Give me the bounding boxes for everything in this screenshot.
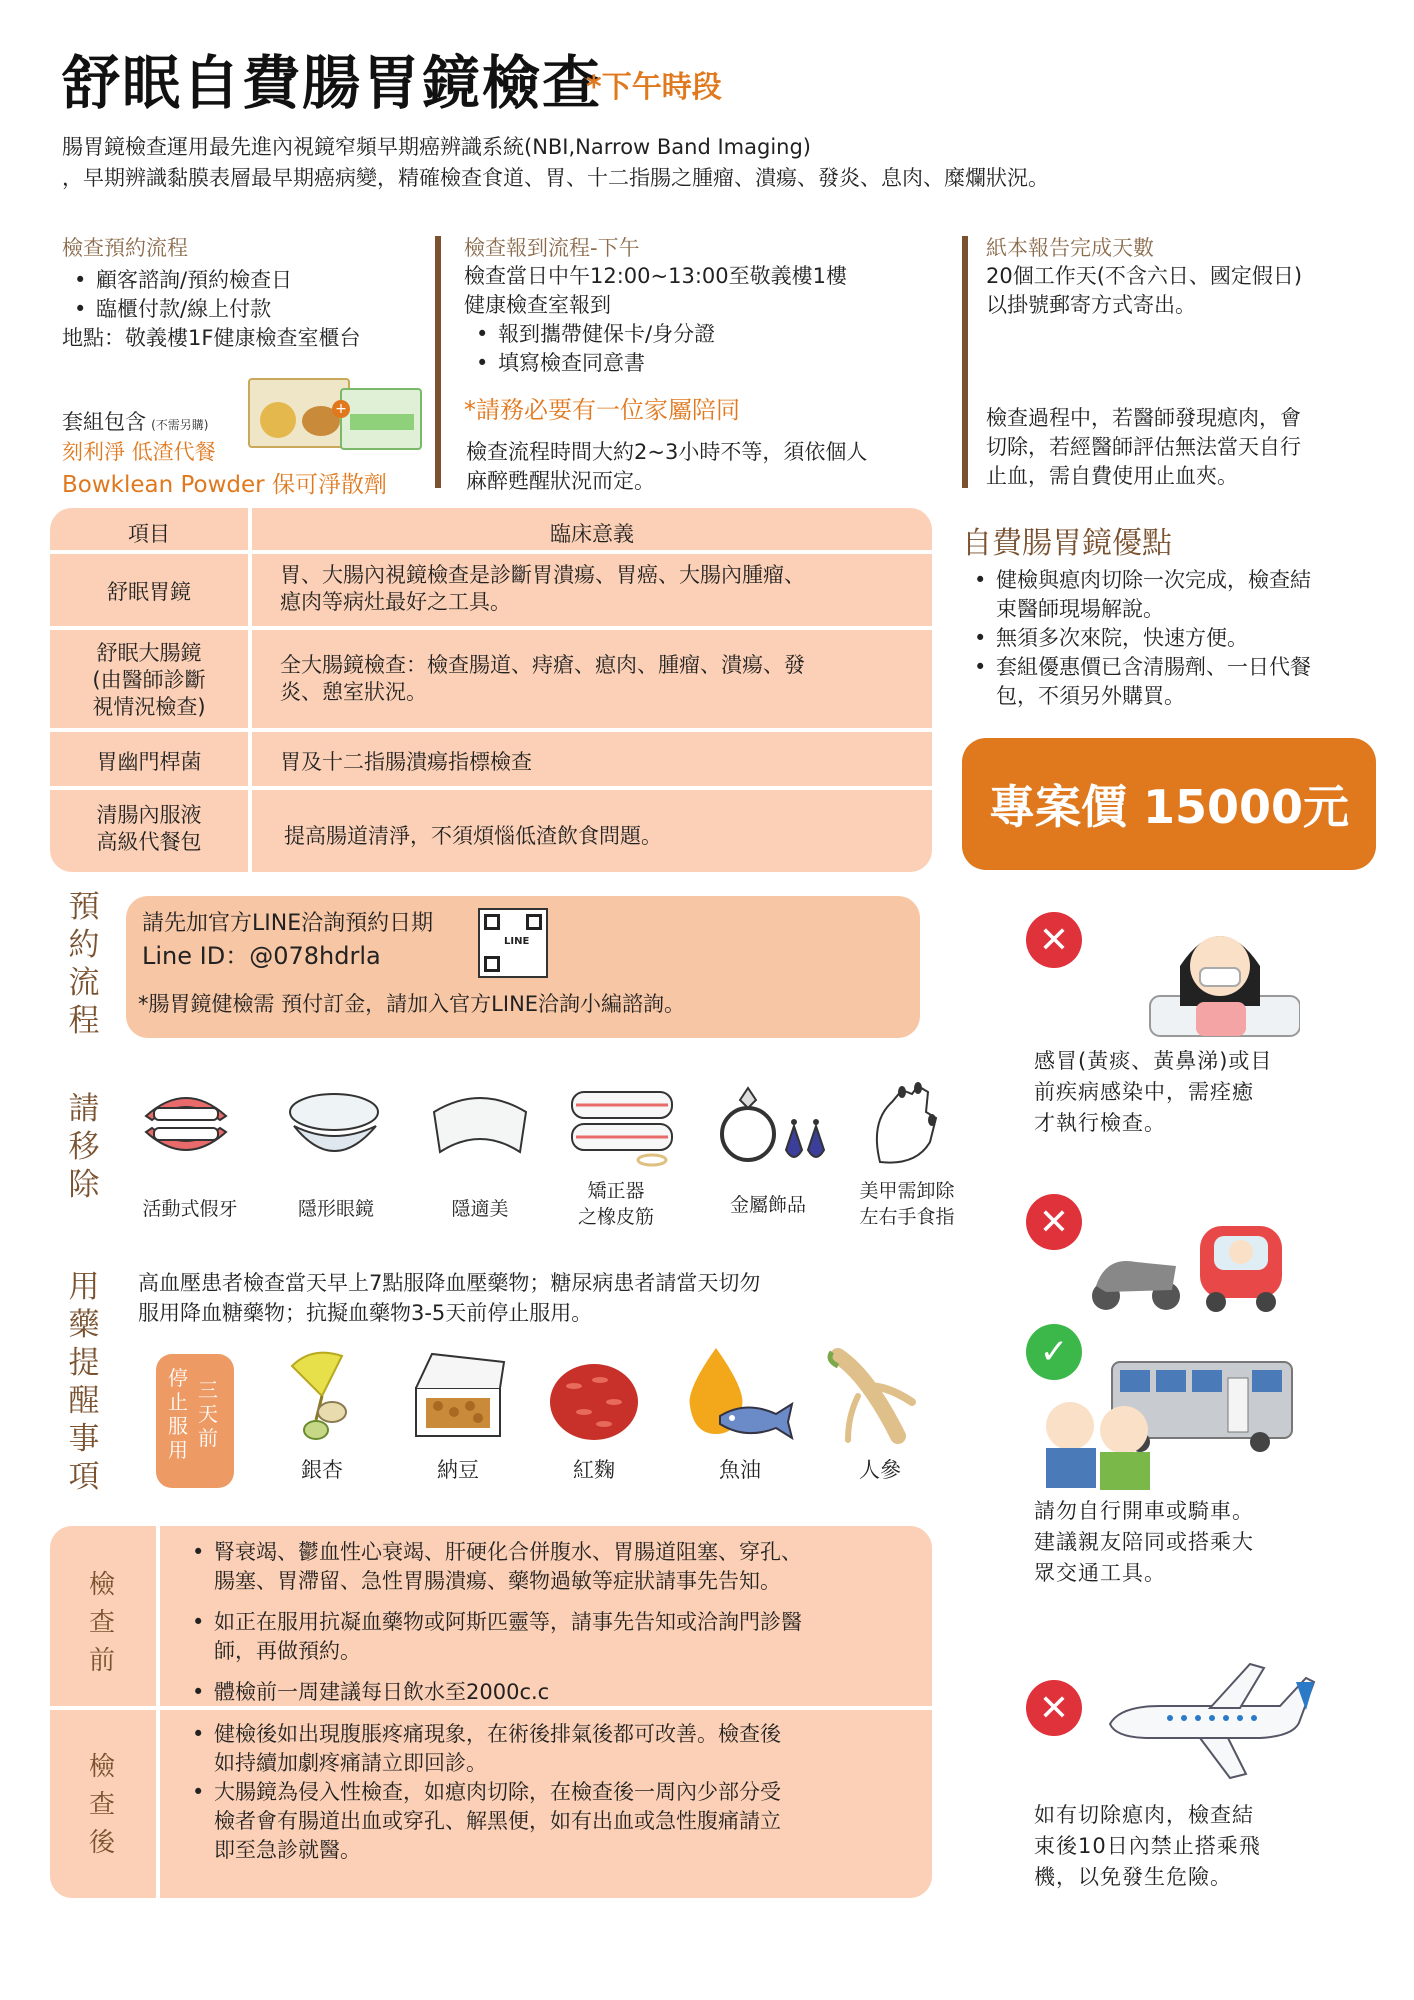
duration-text: 檢查流程時間大約2~3小時不等，須依個人 麻醉甦醒狀況而定。 [466,440,868,493]
med-item-label: 魚油 [719,1458,761,1482]
booking-list [62,266,422,324]
checkin-item: • 報到攜帶健保卡/身分證 [464,320,924,349]
report-line: 以掛號郵寄方式寄出。 [986,293,1196,317]
report-note: 檢查過程中，若醫師發現瘜肉，會 切除，若經醫師評估無法當天自行 止血，需自費使用止血夾。 [986,406,1301,488]
prohibited-icon: ✕ [1026,1194,1082,1250]
after-side-label: 檢 查 後 [88,1752,115,1858]
after-item: • 健檢後如出現腹脹疼痛現象，在術後排氣後都可改善。檢查後 如持續加劇疼痛請立即回診。 [180,1720,781,1778]
flight-note: 如有切除瘜肉，檢查結 束後10日內禁止搭乘飛 機，以免發生危險。 [1034,1803,1261,1889]
remove-item-label: 活動式假牙 [142,1198,238,1220]
prohibited-icon: ✕ [1026,912,1082,968]
remove-item-label: 美甲需卸除 左右手食指 [859,1180,955,1228]
remove-item-label: 隱適美 [451,1198,509,1220]
deposit-notice: *腸胃鏡健檢需 預付訂金，請加入官方LINE洽詢小編諮詢。 [138,992,686,1016]
advantage-item: • 無須多次來院，快速方便。 [962,624,1382,653]
package-item-diet: 刻利淨 低渣代餐 [62,440,216,464]
report-section [986,232,1386,320]
intro-text: 腸胃鏡檢查運用最先進內視鏡窄頻早期癌辨識系統(NBI,Narrow Band Imaging) ，早期辨識黏膜表層最早期癌病變，精確檢查食道、胃、十二指腸之腫瘤、潰瘍、發炎、息肉、糜爛狀況。 [62,135,1049,190]
checkin-list [464,320,924,378]
contact-lens-icon [286,1090,384,1166]
airplane-icon [1100,1660,1320,1804]
after-item: • 大腸鏡為侵入性檢查，如瘜肉切除，在檢查後一周內少部分受 檢者會有腸道出血或穿孔、解黑便，如有出血或急性腹痛請立 即至急診就醫。 [180,1778,781,1865]
med-item-label: 銀杏 [301,1458,343,1482]
page-subtitle: *下午時段 [586,70,722,105]
table-cell-meaning: 胃、大腸內視鏡檢查是診斷胃潰瘍、胃癌、大腸內腫瘤、 瘜肉等病灶最好之工具。 [280,563,805,614]
report-line: 20個工作天(不含六日、國定假日) [986,264,1303,288]
table-cell-meaning: 提高腸道清淨，不須煩惱低渣飲食問題。 [284,824,662,848]
advantages-list [962,566,1382,711]
remove-item-label: 矯正器 之橡皮筋 [577,1180,654,1228]
line-consult-text: 請先加官方LINE洽詢預約日期 [142,911,434,936]
table-cell-meaning: 胃及十二指腸潰瘍指標檢查 [280,750,532,774]
med-item-label: 納豆 [437,1458,479,1482]
product-pack-image [340,388,422,450]
ginseng-icon [818,1346,918,1450]
clear-aligner-icon [428,1092,532,1166]
checkin-line: 檢查當日中午12:00~13:00至敬義樓1樓 [464,264,847,288]
report-heading: 紙本報告完成天數 [986,236,1154,260]
exam-table [50,508,932,872]
jewelry-icon [716,1082,828,1176]
med-item-label: 人參 [859,1458,901,1482]
sick-person-icon [1140,906,1300,1046]
denture-icon [140,1086,232,1166]
bus-kids-icon [1020,1356,1300,1496]
advantages-heading: 自費腸胃鏡優點 [962,526,1172,561]
divider [435,236,441,488]
line-id-text[interactable]: Line ID：@078hdrla [142,942,381,970]
cold-note: 感冒(黃痰、黃鼻涕)或目 前疾病感染中，需痊癒 才執行檢查。 [1034,1049,1273,1135]
table-cell-item: 舒眠胃鏡 [107,580,191,604]
med-item-label: 紅麴 [573,1458,615,1482]
braces-icon [566,1086,678,1172]
before-list [180,1538,802,1707]
medication-side-label: 用 藥 提 醒 事 項 [68,1269,100,1495]
booking-section [62,232,422,353]
table-header-meaning: 臨床意義 [550,522,634,546]
package-item-powder: Bowklean Powder 保可淨散劑 [62,472,387,498]
transport-note: 請勿自行開車或騎車。 建議親友陪同或搭乘大 眾交通工具。 [1034,1499,1254,1585]
page-title: 舒眠自費腸胃鏡檢查 [62,49,603,117]
table-cell-item: 胃幽門桿菌 [96,750,202,774]
checkin-line: 健康檢查室報到 [464,293,611,317]
checkin-item: • 填寫檢查同意書 [464,349,924,378]
natto-icon [408,1348,508,1448]
price-badge: 專案價 15000元 [962,738,1376,870]
divider [962,236,968,488]
allowed-icon: ✓ [1026,1324,1082,1380]
before-side-label: 檢 查 前 [88,1570,115,1676]
family-notice: *請務必要有一位家屬陪同 [464,396,740,424]
fish-oil-icon [676,1344,796,1452]
scooter-car-icon [1086,1206,1286,1320]
before-item: • 體檢前一周建議每日飲水至2000c.c [180,1678,802,1707]
remove-side-label: 請 移 除 [68,1091,100,1203]
line-qr-code[interactable]: LINE [478,908,548,978]
nail-icon [866,1082,946,1170]
table-header-item: 項目 [128,522,170,546]
ginkgo-icon [272,1346,372,1450]
advantage-item: • 套組優惠價已含清腸劑、一日代餐 包，不須另外購買。 [962,653,1382,711]
medication-text: 高血壓患者檢查當天早上7點服降血壓藥物；糖尿病患者請當天切勿 服用降血糖藥物；抗擬血藥物3-5天前停止服用。 [138,1271,761,1325]
checkin-section [464,232,924,378]
reserve-side-label: 預 約 流 程 [68,889,100,1039]
after-list [180,1720,781,1865]
package-note: (不需另購) [151,418,209,432]
table-cell-meaning: 全大腸鏡檢查：檢查腸道、痔瘡、瘜肉、腫瘤、潰瘍、發 炎、憩室狀況。 [280,653,805,704]
prohibited-icon: ✕ [1026,1680,1082,1736]
before-item: • 腎衰竭、鬱血性心衰竭、肝硬化合併腹水、胃腸道阻塞、穿孔、 腸塞、胃滯留、急性胃腸潰瘍、藥物過敏等症狀請事先告知。 [180,1538,802,1596]
advantage-item: • 健檢與瘜肉切除一次完成，檢查結 束醫師現場解說。 [962,566,1382,624]
plus-icon: + [332,400,350,418]
remove-item-label: 隱形眼鏡 [297,1198,374,1220]
booking-item: • 臨櫃付款/線上付款 [62,295,422,324]
checkin-heading: 檢查報到流程-下午 [464,236,640,260]
table-cell-item: 舒眠大腸鏡 (由醫師診斷 視情況檢查) [92,641,206,719]
package-label-row [62,408,208,437]
red-yeast-rice-icon [544,1350,644,1450]
stop-medication-badge: 停 止 服 用 三 天 前 [156,1354,234,1488]
booking-heading: 檢查預約流程 [62,236,188,260]
package-label: 套組包含 [62,410,146,434]
before-item: • 如正在服用抗凝血藥物或阿斯匹靈等，請事先告知或洽詢門診醫 師，再做預約。 [180,1608,802,1666]
booking-location: 地點：敬義樓1F健康檢查室櫃台 [62,326,361,350]
booking-item: • 顧客諮詢/預約檢查日 [62,266,422,295]
remove-item-label: 金屬飾品 [729,1194,806,1216]
table-cell-item: 清腸內服液 高級代餐包 [96,803,202,854]
